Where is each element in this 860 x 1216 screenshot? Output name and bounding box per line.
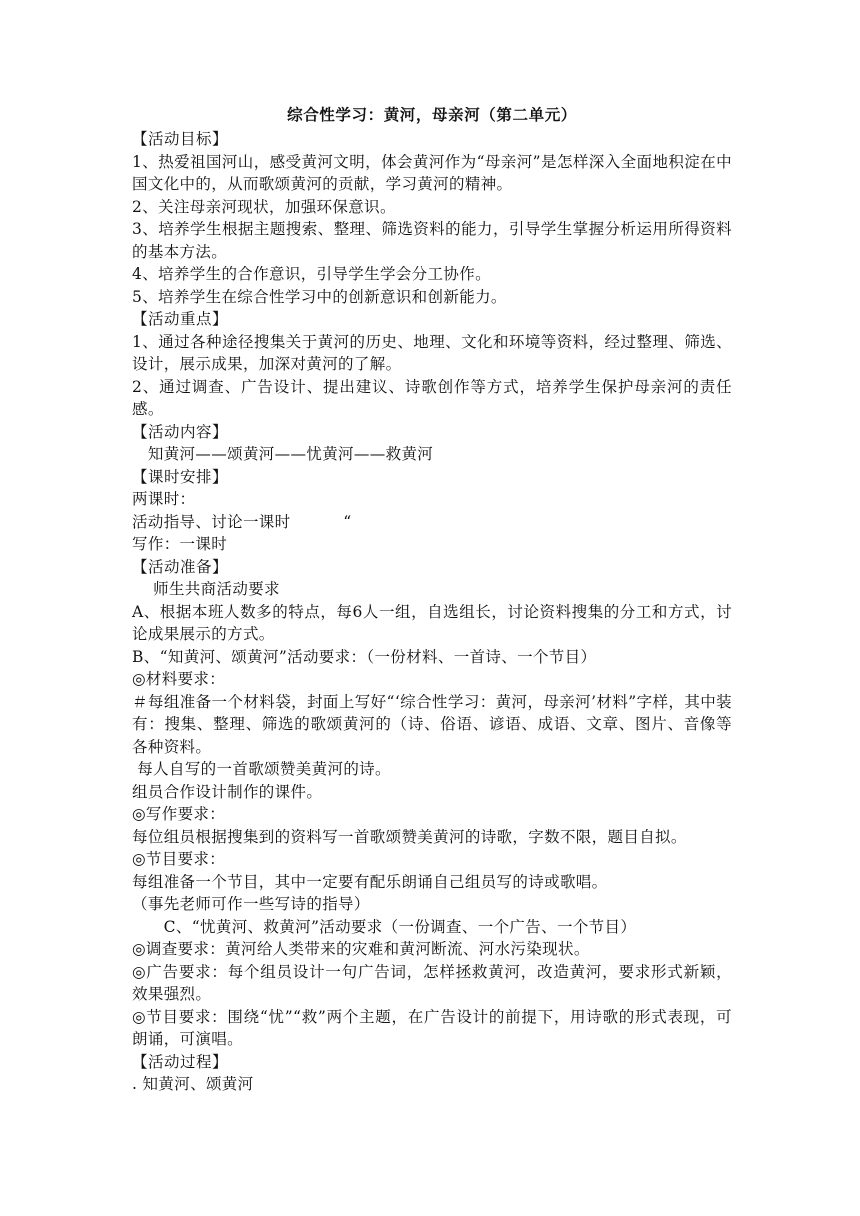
document-title: 综合性学习：黄河，母亲河（第二单元） (287, 105, 577, 124)
paragraph: ＃每组准备一个材料袋，封面上写好“‘综合性学习：黄河，母亲河’材料”字样，其中装有：搜集、整理、筛选的歌颂黄河的（诗、俗语、谚语、成语、文章、图片、音像等各种资料。 (132, 692, 732, 756)
paragraph: 2、关注母亲河现状，加强环保意识。 (132, 197, 396, 216)
document-body (132, 128, 732, 1096)
section-heading: 【活动内容】 (132, 422, 229, 441)
document-page (132, 102, 732, 1096)
paragraph: （事先老师可作一些写诗的指导） (132, 895, 370, 913)
section-heading: 【活动重点】 (132, 310, 229, 328)
paragraph: 1、通过各种途径搜集关于黄河的历史、地理、文化和环境等资料，经过整理、筛选、设计，展示成果，加深对黄河的了解。 (132, 332, 732, 373)
paragraph: 活动指导、讨论一课时 “ (132, 512, 352, 531)
paragraph: B、“知黄河、颂黄河”活动要求：（一份材料、一首诗、一个节目） (132, 647, 597, 666)
paragraph: ◎写作要求： (132, 805, 226, 823)
paragraph: 写作：一课时 (132, 535, 228, 553)
paragraph: ◎节目要求： (132, 850, 226, 868)
paragraph: 3、培养学生根据主题搜索、整理、筛选资料的能力，引导学生掌握分析运用所得资料的基本方法。 (132, 220, 732, 261)
paragraph: 每组准备一个节目，其中一定要有配乐朗诵自己组员写的诗或歌唱。 (132, 872, 608, 891)
paragraph: 组员合作设计制作的课件。 (132, 782, 323, 801)
paragraph: ◎材料要求： (132, 670, 226, 688)
paragraph: ◎调查要求：黄河给人类带来的灾难和黄河断流、河水污染现状。 (132, 940, 590, 958)
paragraph: 1、热爱祖国河山，感受黄河文明，体会黄河作为“母亲河”是怎样深入全面地积淀在中国文化中的，从而歌颂黄河的贡献，学习黄河的精神。 (132, 152, 732, 193)
paragraph: 4、培养学生的合作意识，引导学生学会分工协作。 (132, 265, 491, 283)
section-heading: 【课时安排】 (132, 467, 229, 486)
paragraph: ◎广告要求：每个组员设计一句广告词，怎样拯救黄河，改造黄河，要求形式新颖，效果强烈。 (132, 962, 732, 1003)
paragraph: 每人自写的一首歌颂赞美黄河的诗。 (132, 760, 391, 778)
paragraph: . 知黄河、颂黄河 (132, 1075, 254, 1093)
paragraph: ◎节目要求：围绕“忧”“救”两个主题，在广告设计的前提下，用诗歌的形式表现，可朗诵，可演唱。 (132, 1007, 732, 1048)
paragraph: 每位组员根据搜集到的资料写一首歌颂赞美黄河的诗歌，字数不限，题目自拟。 (132, 827, 687, 846)
section-heading: 【活动目标】 (132, 130, 229, 148)
section-heading: 【活动过程】 (132, 1052, 229, 1071)
paragraph: C、“忧黄河、救黄河”活动要求（一份调查、一个广告、一个节目） (132, 917, 637, 936)
paragraph: 师生共商活动要求 (132, 580, 280, 598)
paragraph: 5、培养学生在综合性学习中的创新意识和创新能力。 (132, 287, 507, 306)
paragraph: A、根据本班人数多的特点，每6人一组，自选组长，讨论资料搜集的分工和方式，讨论成果展示的方式。 (132, 602, 732, 643)
paragraph: 两课时： (132, 490, 196, 508)
paragraph: 2、通过调查、广告设计、提出建议、诗歌创作等方式，培养学生保护母亲河的责任感。 (132, 377, 732, 418)
paragraph: 知黄河——颂黄河——忧黄河——救黄河 (132, 445, 434, 463)
section-heading: 【活动准备】 (132, 557, 229, 576)
